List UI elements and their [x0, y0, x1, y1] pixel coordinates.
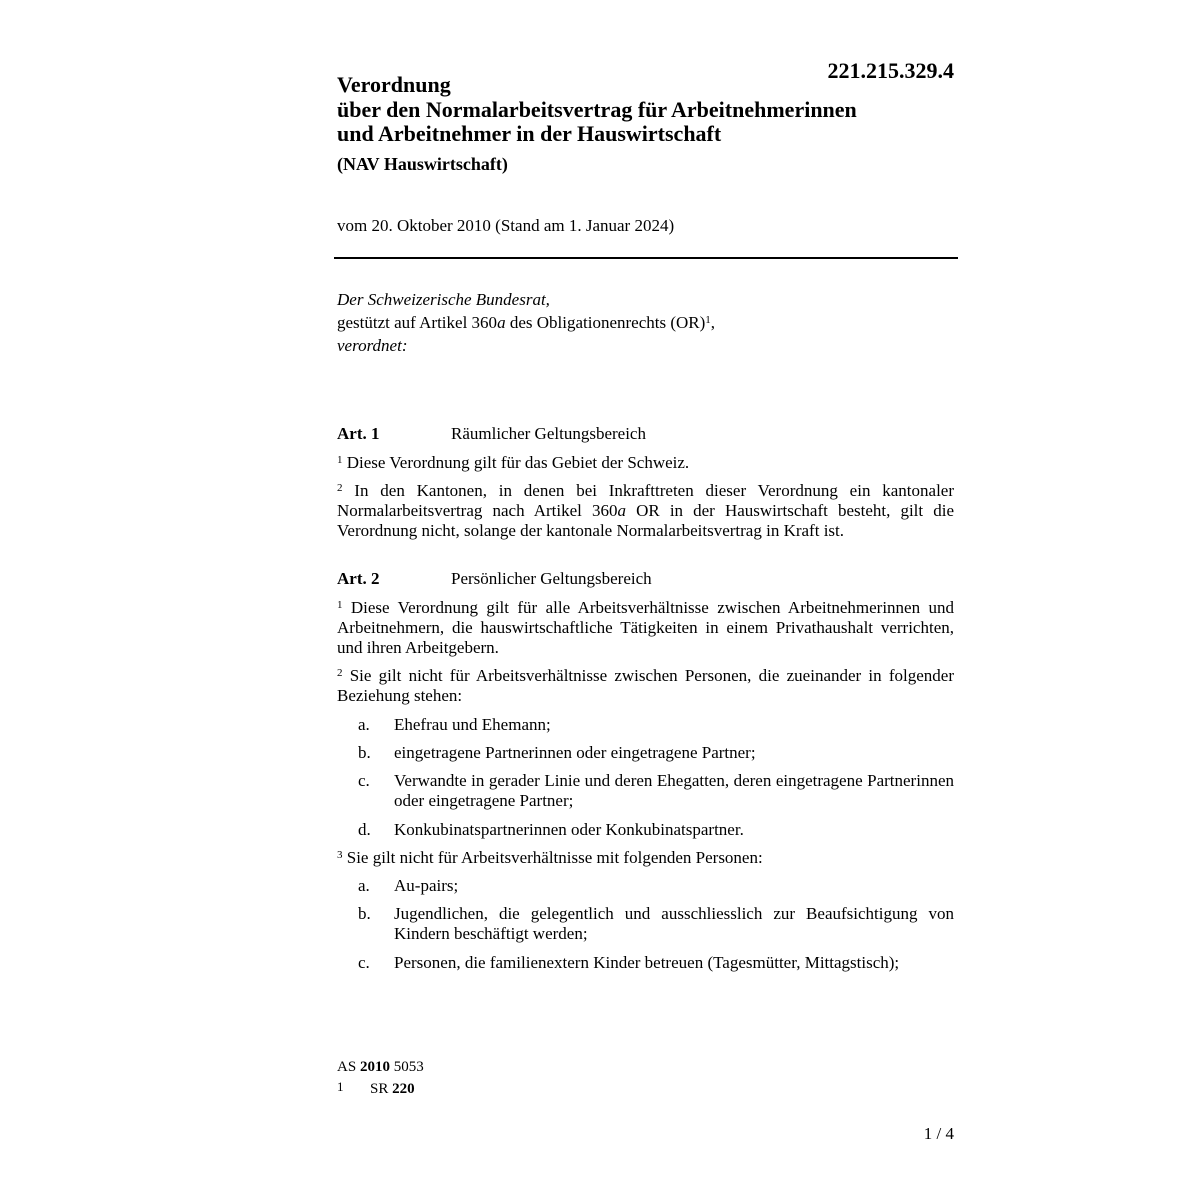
article-2-heading — [337, 569, 652, 589]
document-date: vom 20. Oktober 2010 (Stand am 1. Januar 2024) — [337, 216, 675, 235]
list-item: b. Jugendlichen, die gelegentlich und ausschliesslich zur Beaufsichtigung von Kindern beschäftigt werden; — [358, 904, 954, 943]
footnote-1: 1 SR 220 — [337, 1079, 415, 1097]
article-2-paragraph-3: $^3$ Sie gilt nicht für Arbeitsverhältnisse mit folgenden Personen: — [337, 848, 763, 867]
short-title: (NAV Hauswirtschaft) — [337, 154, 508, 174]
list-item: a. Ehefrau und Ehemann; — [358, 715, 551, 734]
list-item: b. eingetragene Partnerinnen oder eingetragene Partner; — [358, 743, 756, 762]
article-2-title: Persönlicher Geltungsbereich — [451, 569, 652, 588]
footnote-ref-1[interactable]: 1 — [705, 314, 711, 326]
preamble — [337, 288, 715, 357]
article-1-paragraph-1: $^1$ Diese Verordnung gilt für das Gebiet der Schweiz. — [337, 453, 690, 472]
title-line-2: über den Normalarbeitsvertrag für Arbeitnehmerinnen — [337, 96, 857, 122]
article-2-paragraph-2: $^2$ Sie gilt nicht für Arbeitsverhältnisse zwischen Personen, die zueinander in folgender Beziehung stehen: — [337, 666, 954, 705]
as-reference: AS 2010 5053 — [337, 1059, 424, 1075]
sr-number: 221.215.329.4 — [827, 58, 954, 83]
article-2-number: Art. 2 — [337, 569, 380, 588]
header-divider — [334, 257, 958, 259]
title-line-3: und Arbeitnehmer in der Hauswirtschaft — [337, 121, 722, 146]
article-1-paragraph-2: $^2$ In den Kantonen, in denen bei Inkrafttreten dieser Verordnung ein kantonaler Normalarbeitsvertrag nach Artikel 360a OR in der Hauswirtschaft besteht, gilt die Verordnung nicht, solange der kantonale Normalarbeitsvertrag in Kraft ist. — [337, 481, 954, 540]
list-item: c. Personen, die familienextern Kinder betreuen (Tagesmütter, Mittagstisch); — [358, 953, 900, 972]
article-1-number: Art. 1 — [337, 424, 380, 443]
preamble-authority: Der Schweizerische Bundesrat, — [337, 290, 550, 309]
preamble-decree: verordnet: — [337, 336, 408, 355]
page-number: 1 / 4 — [923, 1124, 954, 1143]
footnote-1-mark: 1 — [337, 1079, 344, 1094]
document-title — [337, 73, 977, 147]
article-1-title: Räumlicher Geltungsbereich — [451, 424, 646, 443]
title-line-1: Verordnung — [337, 72, 451, 97]
article-1-heading — [337, 424, 646, 444]
preamble-basis: gestützt auf Artikel 360a des Obligationenrechts (OR)$^1$, — [337, 313, 716, 332]
article-2-paragraph-1: $^1$ Diese Verordnung gilt für alle Arbeitsverhältnisse zwischen Arbeitnehmerinnen und Arbeitnehmern, die hauswirtschaftliche Tätigkeiten in einem Privathaushalt verrichten, und ihren Arbeitgebern. — [337, 598, 954, 657]
list-item: c. Verwandte in gerader Linie und deren Ehegatten, deren eingetragene Partnerinnen oder eingetragene Partner; — [358, 771, 954, 810]
list-item: d. Konkubinatspartnerinnen oder Konkubinatspartner. — [358, 820, 744, 839]
list-item: a. Au-pairs; — [358, 876, 459, 895]
